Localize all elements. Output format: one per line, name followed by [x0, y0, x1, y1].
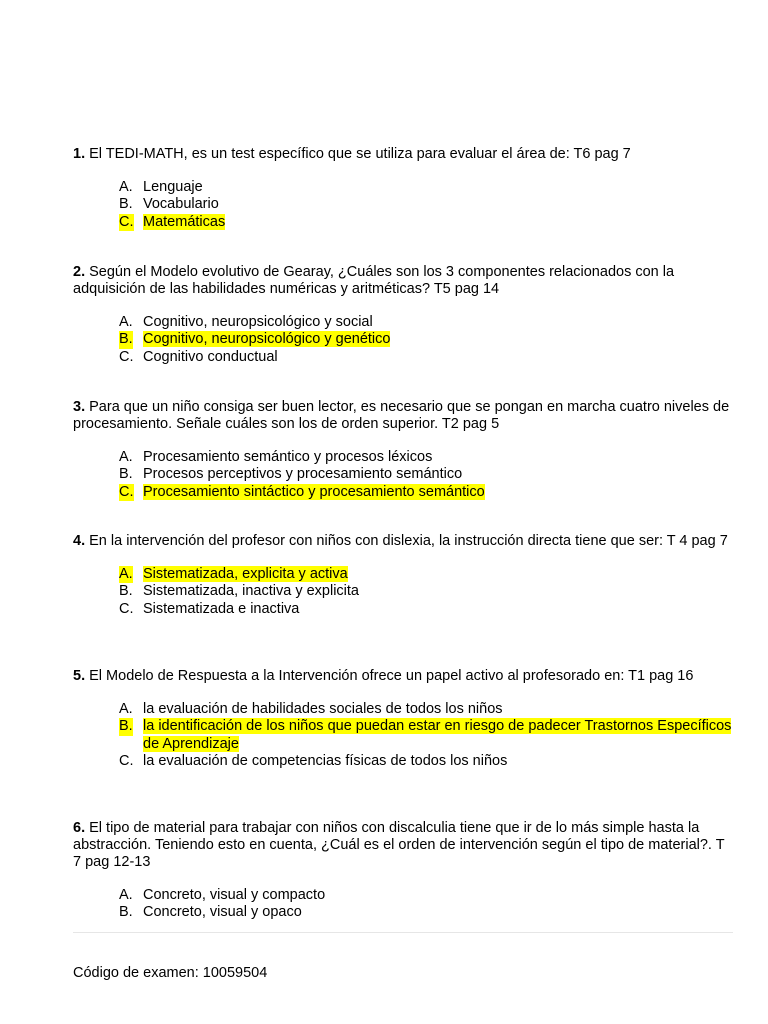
- option-letter: C.: [119, 348, 134, 365]
- option-text: la evaluación de competencias físicas de todos los niños: [143, 752, 508, 769]
- question-stem: [73, 820, 733, 871]
- option-a: [119, 314, 733, 331]
- question-4: [73, 533, 733, 618]
- option-text: Sistematizada, inactiva y explicita: [143, 583, 359, 600]
- option-c: [119, 349, 733, 366]
- question-stem: [73, 533, 733, 550]
- option-a: [119, 887, 733, 904]
- option-text: Concreto, visual y opaco: [143, 904, 302, 921]
- option-letter: B.: [119, 331, 133, 348]
- option-letter: A.: [119, 314, 133, 330]
- options-list: [73, 566, 733, 618]
- question-number: 4.: [73, 533, 86, 549]
- option-letter: B.: [119, 583, 133, 600]
- options-list: [73, 314, 733, 366]
- option-letter: C.: [119, 600, 134, 617]
- option-b-correct: [119, 331, 733, 348]
- question-text: En la intervención del profesor con niños con dislexia, la instrucción directa tiene que ser: T 4 pag 7: [89, 533, 728, 549]
- option-c: [119, 601, 733, 618]
- question-number: 2.: [73, 264, 86, 280]
- question-stem: [73, 399, 733, 433]
- question-number: 5.: [73, 668, 86, 684]
- option-text: la evaluación de habilidades sociales de todos los niños: [143, 701, 503, 717]
- option-b: [119, 196, 733, 213]
- question-number: 1.: [73, 146, 86, 162]
- question-text: El TEDI-MATH, es un test específico que se utiliza para evaluar el área de: T6 pag 7: [89, 146, 631, 162]
- option-a: [119, 701, 733, 718]
- question-stem: [73, 264, 733, 298]
- question-text: Según el Modelo evolutivo de Gearay, ¿Cuáles son los 3 componentes relacionados con la adquisición de las habilidades numéricas y aritméticas? T5 pag 14: [73, 264, 675, 297]
- question-text: Para que un niño consiga ser buen lector, es necesario que se pongan en marcha cuatro niveles de procesamiento. Señale cuáles son los de orden superior. T2 pag 5: [73, 399, 730, 432]
- option-text: Lenguaje: [143, 179, 203, 195]
- option-text-highlighted: Procesamiento sintáctico y procesamiento semántico: [143, 483, 485, 500]
- question-3: [73, 399, 733, 501]
- option-letter: C.: [119, 752, 134, 769]
- option-b: [119, 904, 733, 921]
- option-b: [119, 466, 733, 483]
- question-6: [73, 820, 733, 922]
- option-letter: A.: [119, 701, 133, 717]
- option-text-highlighted: Cognitivo, neuropsicológico y genético: [143, 331, 391, 348]
- question-text: El Modelo de Respuesta a la Intervención ofrece un papel activo al profesorado en: T1 pag 16: [89, 668, 694, 684]
- option-letter: A.: [119, 179, 133, 195]
- option-a: [119, 179, 733, 196]
- option-text-highlighted: Sistematizada, explicita y activa: [143, 566, 348, 582]
- option-b: [119, 583, 733, 600]
- option-letter: B.: [119, 466, 133, 483]
- option-b-correct: [119, 718, 733, 753]
- option-letter: B.: [119, 196, 133, 213]
- options-list: [73, 449, 733, 501]
- options-list: [73, 179, 733, 231]
- option-text-highlighted: la identificación de los niños que puedan estar en riesgo de padecer Trastornos Específicos de Aprendizaje: [143, 718, 732, 752]
- question-1: [73, 146, 733, 231]
- option-text: Cognitivo conductual: [143, 348, 278, 365]
- option-letter: A.: [119, 449, 133, 465]
- question-number: 3.: [73, 399, 86, 415]
- option-text-highlighted: Matemáticas: [143, 213, 226, 230]
- option-c: [119, 753, 733, 770]
- question-2: [73, 264, 733, 366]
- option-text: Concreto, visual y compacto: [143, 887, 326, 903]
- option-letter: C.: [119, 483, 134, 500]
- option-a-correct: [119, 566, 733, 583]
- option-text: Sistematizada e inactiva: [143, 600, 300, 617]
- question-5: [73, 668, 733, 770]
- exam-code: Código de examen: 10059504: [73, 965, 268, 981]
- option-c-correct: [119, 484, 733, 501]
- question-stem: [73, 668, 733, 685]
- footer-divider: [73, 932, 733, 933]
- question-text: El tipo de material para trabajar con niños con discalculia tiene que ir de lo más simple hasta la abstracción. Teniendo esto en cuenta, ¿Cuál es el orden de intervención según el tipo de material?. T 7 pag 12-13: [73, 820, 725, 870]
- option-text: Procesos perceptivos y procesamiento semántico: [143, 466, 463, 483]
- option-text: Procesamiento semántico y procesos léxicos: [143, 449, 433, 465]
- question-stem: [73, 146, 733, 163]
- options-list: [73, 701, 733, 770]
- option-text: Vocabulario: [143, 196, 219, 213]
- option-a: [119, 449, 733, 466]
- option-letter: B.: [119, 904, 133, 921]
- option-letter: C.: [119, 213, 134, 230]
- options-list: [73, 887, 733, 922]
- option-letter: B.: [119, 718, 133, 735]
- option-text: Cognitivo, neuropsicológico y social: [143, 314, 373, 330]
- option-letter: A.: [119, 566, 133, 582]
- question-number: 6.: [73, 820, 86, 836]
- option-letter: A.: [119, 887, 133, 903]
- option-c-correct: [119, 214, 733, 231]
